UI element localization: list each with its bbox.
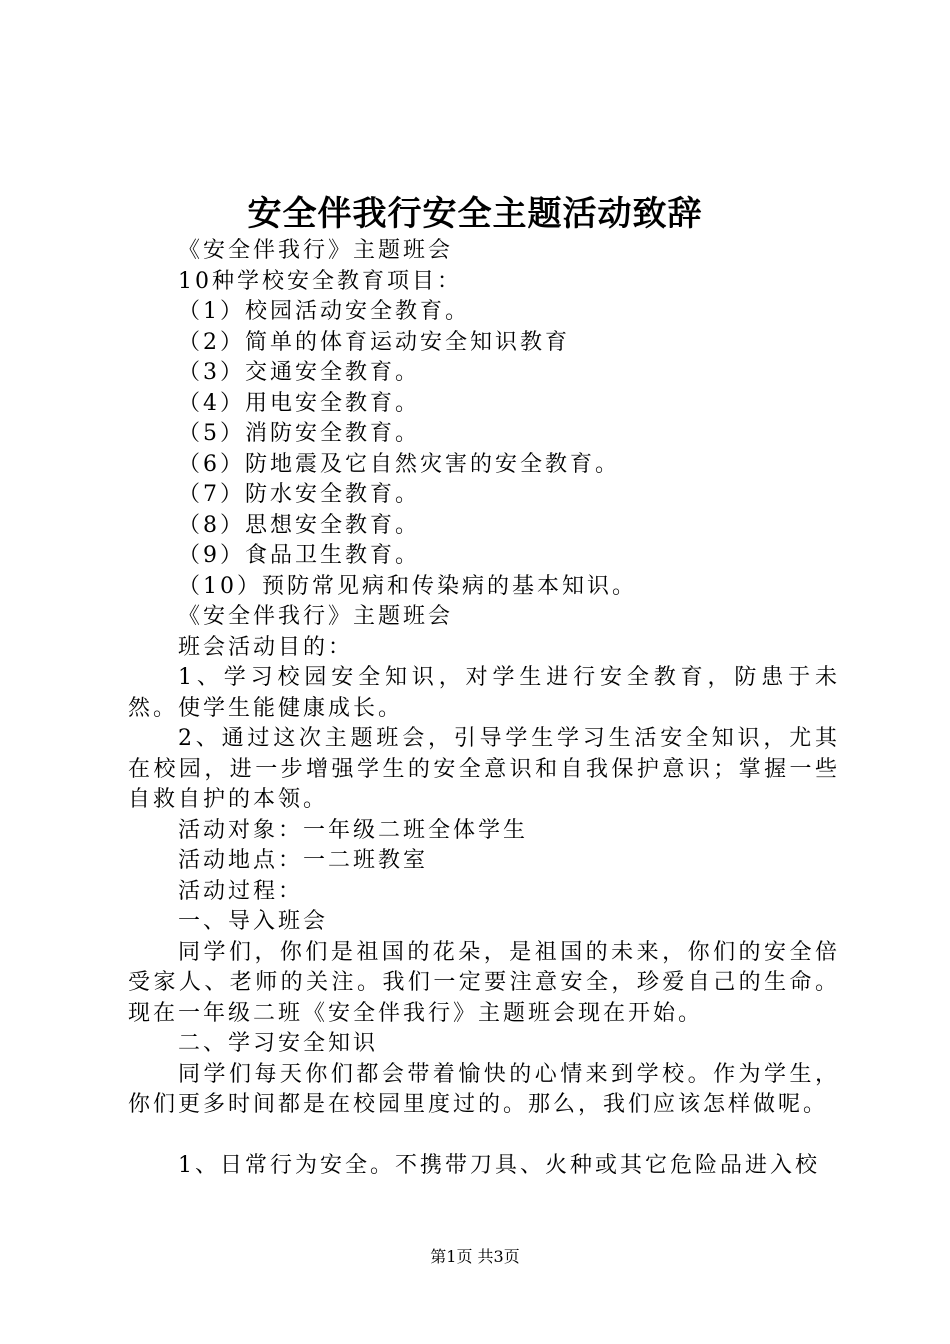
list-item: （8）思想安全教育。 [178,512,420,538]
list-item: （10）预防常见病和传染病的基本知识。 [178,573,637,599]
paragraph: 2、通过这次主题班会，引导学生学习生活安全知识，尤其在校园，进一步增强学生的安全意识和自我保护意识；掌握一些自救自护的本领。 [128,726,840,812]
list-item: （6）防地震及它自然灾害的安全教育。 [178,451,620,477]
paragraph-gap [128,1121,840,1151]
paragraph: 活动过程： [178,878,304,904]
paragraph: 同学们每天你们都会带着愉快的心情来到学校。作为学生，你们更多时间都是在校园里度过的。那么，我们应该怎样做呢。 [128,1061,840,1117]
document-body [128,236,840,1181]
document-title: 安全伴我行安全主题活动致辞 [247,194,703,234]
list-item: （1）校园活动安全教育。 [178,299,470,324]
list-item: （2）简单的体育运动安全知识教育 [178,329,570,355]
list-item: （9）食品卫生教育。 [178,543,420,568]
paragraph: 1、日常行为安全。不携带刀具、火种或其它危险品进入校 [178,1152,820,1178]
paragraph: 10种学校安全教育项目： [178,268,462,294]
paragraph: 活动地点：一二班教室 [178,848,429,873]
paragraph: 《安全伴我行》主题班会 [178,238,454,263]
section-heading: 一、导入班会 [178,909,329,934]
paragraph: 同学们，你们是祖国的花朵，是祖国的未来，你们的安全倍受家人、老师的关注。我们一定要注意安全，珍爱自己的生命。现在一年级二班《安全伴我行》主题班会现在开始。 [128,939,840,1026]
section-heading: 二、学习安全知识 [178,1031,379,1056]
list-item: （3）交通安全教育。 [178,360,420,385]
list-item: （4）用电安全教育。 [178,390,420,416]
list-item: （5）消防安全教育。 [178,421,420,446]
paragraph: 《安全伴我行》主题班会 [178,604,454,629]
page-number: 第1页 共3页 [430,1247,520,1266]
list-item: （7）防水安全教育。 [178,482,420,507]
paragraph: 1、学习校园安全知识，对学生进行安全教育，防患于未然。使学生能健康成长。 [128,665,840,721]
paragraph: 班会活动目的： [178,634,354,660]
paragraph: 活动对象：一年级二班全体学生 [178,817,529,843]
